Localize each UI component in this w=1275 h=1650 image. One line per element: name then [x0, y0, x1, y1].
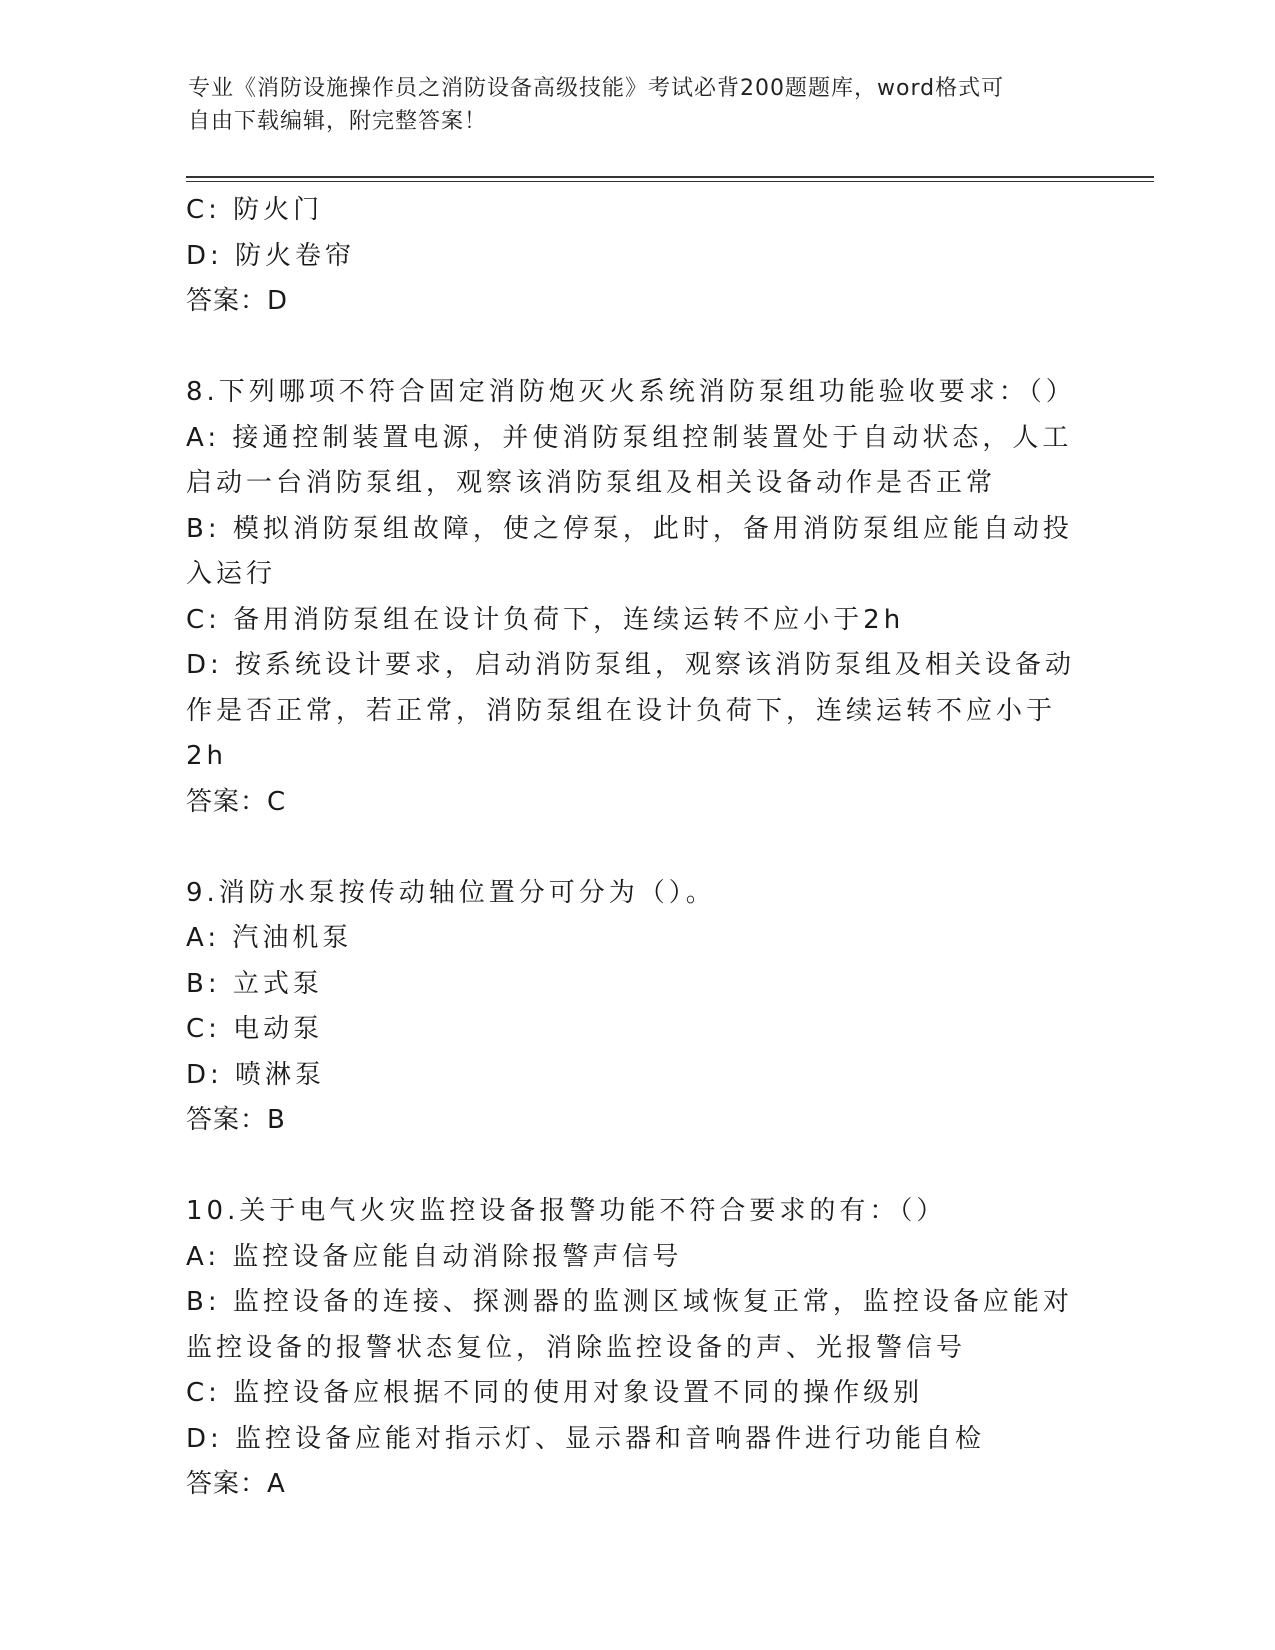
option-d: D: 喷淋泵 — [186, 1059, 326, 1090]
option-c: C: 监控设备应根据不同的使用对象设置不同的操作级别 — [186, 1378, 924, 1408]
option-a: A: 接通控制装置电源，并使消防泵组控制装置处于自动状态，人工启动一台消防泵组，观察该消防泵组及相关设备动作是否正常 — [186, 422, 1073, 498]
option-c: C: 防火门 — [186, 195, 324, 225]
question-9 — [186, 871, 1086, 1144]
header-rule-thin — [186, 181, 1154, 182]
option-c: C: 备用消防泵组在设计负荷下，连续运转不应小于2h — [186, 604, 905, 635]
option-a: A: 汽油机泵 — [186, 923, 353, 953]
option-c: C: 电动泵 — [186, 1014, 324, 1044]
question-stem: 9.消防水泵按传动轴位置分可分为（）。 — [186, 877, 716, 908]
spacer — [186, 1144, 1086, 1190]
option-d: D: 防火卷帘 — [186, 240, 356, 271]
question-list — [186, 188, 1086, 1508]
header-line-2: 自由下载编辑，附完整答案！ — [188, 109, 488, 134]
question-stem: 10.关于电气火灾监控设备报警功能不符合要求的有：（） — [186, 1196, 947, 1226]
answer-line: 答案：B — [186, 1105, 286, 1135]
answer-line: 答案：A — [186, 1469, 286, 1499]
question-8 — [186, 370, 1086, 825]
spacer — [186, 325, 1086, 371]
option-b: B: 监控设备的连接、探测器的监测区域恢复正常，监控设备应能对监控设备的报警状态复位，消除监控设备的声、光报警信号 — [186, 1287, 1073, 1363]
header-rule-thick — [186, 176, 1154, 178]
option-d: D: 按系统设计要求，启动消防泵组，观察该消防泵组及相关设备动作是否正常，若正常，消防泵组在设计负荷下，连续运转不应小于2h — [186, 650, 1076, 771]
option-b: B: 模拟消防泵组故障，使之停泵，此时，备用消防泵组应能自动投入运行 — [186, 513, 1073, 589]
question-10 — [186, 1189, 1086, 1508]
document-header — [188, 72, 1068, 138]
option-a: A: 监控设备应能自动消除报警声信号 — [186, 1241, 683, 1272]
header-line-1: 专业《消防设施操作员之消防设备高级技能》考试必背200题题库，word格式可 — [188, 76, 1005, 101]
previous-question-tail — [186, 188, 1086, 325]
option-b: B: 立式泵 — [186, 968, 323, 999]
answer-line: 答案：C — [186, 786, 287, 817]
question-stem: 8.下列哪项不符合固定消防炮灭火系统消防泵组功能验收要求：（） — [186, 377, 1076, 407]
option-d: D: 监控设备应能对指示灯、显示器和音响器件进行功能自检 — [186, 1423, 986, 1454]
answer-line: 答案：D — [186, 286, 289, 316]
spacer — [186, 825, 1086, 871]
